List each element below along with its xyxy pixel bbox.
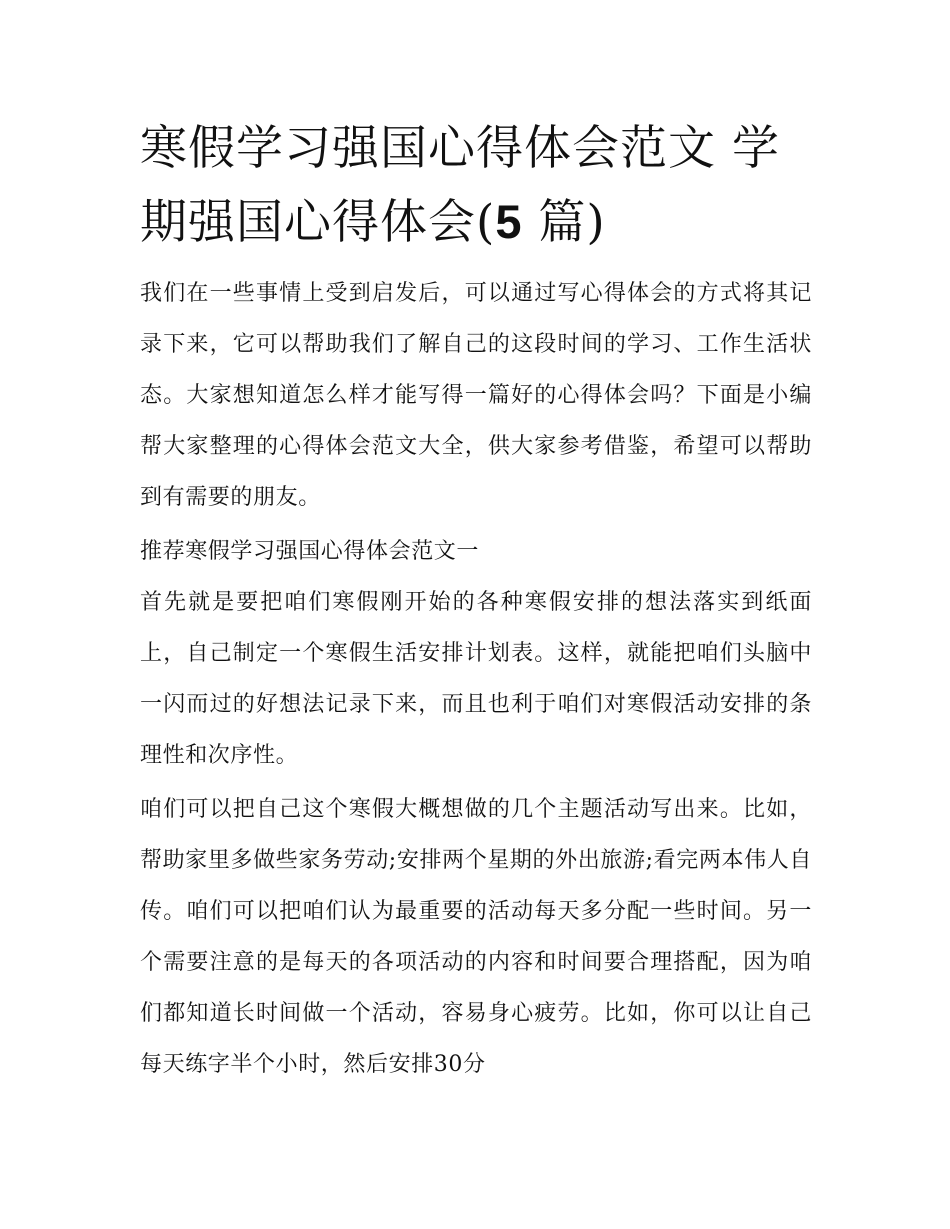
title-text-part2: 篇): [522, 195, 606, 250]
title-number: 5: [495, 195, 523, 248]
title-text-part1: 寒假学习强国心得体会范文 学期强国心得体会(: [140, 121, 780, 250]
body-paragraph: 首先就是要把咱们寒假刚开始的各种寒假安排的想法落实到纸面上，自己制定一个寒假生活安排计划表。这样，就能把咱们头脑中一闪而过的好想法记录下来，而且也利于咱们对寒假活动安排的条理性和次序性。: [140, 590, 812, 768]
document-title: [140, 112, 812, 259]
document-content: [140, 112, 812, 1093]
body-paragraph: 咱们可以把自己这个寒假大概想做的几个主题活动写出来。比如，帮助家里多做些家务劳动;安排两个星期的外出旅游;看完两本伟人自传。咱们可以把咱们认为最重要的活动每天多分配一些时间。另一个需要注意的是每天的各项活动的内容和时间要合理搭配，因为咱们都知道长时间做一个活动，容易身心疲劳。比如，你可以让自己每天练字半个小时，然后安排30分: [140, 797, 812, 1077]
intro-paragraph: 我们在一些事情上受到启发后，可以通过写心得体会的方式将其记录下来，它可以帮助我们了解自己的这段时间的学习、工作生活状态。大家想知道怎么样才能写得一篇好的心得体会吗？下面是小编帮大家整理的心得体会范文大全，供大家参考借鉴，希望可以帮助到有需要的朋友。: [140, 281, 812, 510]
section-heading: 推荐寒假学习强国心得体会范文一: [140, 539, 480, 564]
